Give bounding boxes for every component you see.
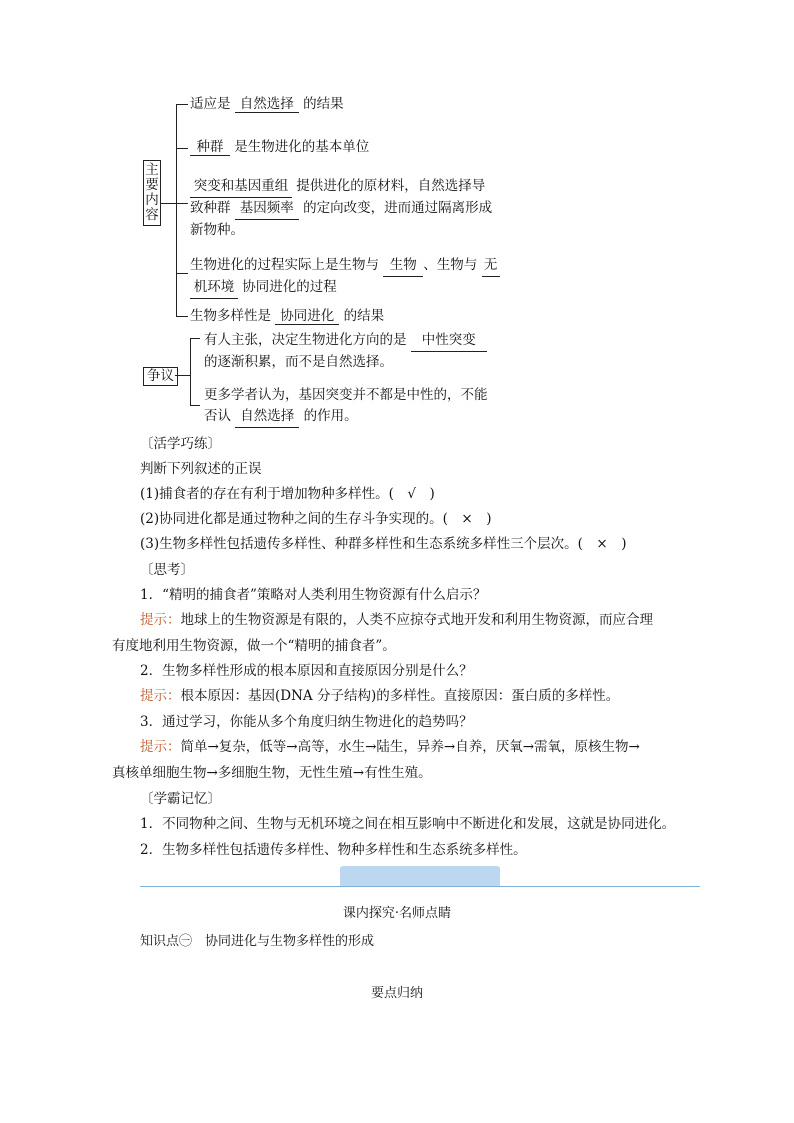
thinking-a2: 提示：根本原因：基因(DNA 分子结构)的多样性。直接原因：蛋白质的多样性。 bbox=[140, 688, 620, 704]
memory-header: 〔学霸记忆〕 bbox=[140, 791, 221, 807]
thinking-header: 〔思考〕 bbox=[140, 562, 194, 578]
thinking-a1: 提示：地球上的生物资源是有限的，人类不应掠夺式地开发和利用生物资源，而应合理 bbox=[140, 612, 653, 628]
thinking-a3: 提示：简单→复杂，低等→高等，水生→陆生，异养→自养，厌氧→需氧，原核生物→ bbox=[140, 739, 640, 755]
main-item-diversity: 生物多样性是 协同进化 的结果 bbox=[190, 308, 385, 324]
thinking-a3-cont: 真核单细胞生物→多细胞生物，无性生殖→有性生殖。 bbox=[112, 765, 432, 781]
bracket-tick bbox=[175, 375, 190, 376]
main-content-label: 主 要 内 容 bbox=[143, 160, 161, 226]
practice-header: 〔活学巧练〕 bbox=[140, 436, 221, 452]
practice-intro: 判断下列叙述的正误 bbox=[140, 461, 262, 477]
dispute-item-selection: 更多学者认为，基因突变并不都是中性的，不能 否认 自然选择 的作用。 bbox=[204, 385, 488, 428]
thinking-q3: 3．通过学习，你能从多个角度归纳生物进化的趋势吗？ bbox=[140, 714, 473, 730]
bracket-tick bbox=[190, 405, 200, 406]
main-bracket-vertical bbox=[176, 104, 177, 316]
main-item-adaptation: 适应是 自然选择 的结果 bbox=[190, 96, 344, 112]
main-item-population: 种群 是生物进化的基本单位 bbox=[190, 139, 369, 156]
dispute-item-neutral: 有人主张，决定生物进化方向的是 中性突变 的逐渐积累，而不是自然选择。 bbox=[204, 330, 487, 373]
dispute-bracket-vertical bbox=[190, 338, 191, 405]
section-title: 课内探究·名师点睛 bbox=[342, 906, 452, 921]
thinking-q1: 1．“精明的捕食者”策略对人类利用生物资源有什么启示？ bbox=[140, 587, 487, 603]
main-item-coevolution: 生物进化的过程实际上是生物与 生物 、生物与 无 机环境 协同进化的过程 bbox=[190, 255, 500, 299]
main-item-mutation: 突变和基因重组 提供进化的原材料，自然选择导 致种群 基因频率 的定向改变，进而通过隔离形成 新物种。 bbox=[190, 178, 493, 238]
memory-p2: 2．生物多样性包括遗传多样性、物种多样性和生态系统多样性。 bbox=[140, 842, 527, 858]
practice-q3: (3)生物多样性包括遗传多样性、种群多样性和生态系统多样性三个层次。( × ) bbox=[140, 536, 627, 552]
knowledge-point-heading: 知识点㊀ 协同进化与生物多样性的形成 bbox=[140, 934, 375, 949]
thinking-q2: 2．生物多样性形成的根本原因和直接原因分别是什么？ bbox=[140, 663, 473, 679]
practice-q2: (2)协同进化都是通过物种之间的生存斗争实现的。( × ) bbox=[140, 511, 492, 527]
hint-label: 提示： bbox=[140, 688, 181, 704]
bracket-tick bbox=[190, 338, 200, 339]
hint-label: 提示： bbox=[140, 739, 181, 755]
bracket-tick bbox=[161, 203, 188, 204]
memory-p1: 1．不同物种之间、生物与无机环境之间在相互影响中不断进化和发展，这就是协同进化。 bbox=[140, 816, 676, 832]
thinking-a1-cont: 有度地利用生物资源，做一个“精明的捕食者”。 bbox=[112, 638, 396, 654]
bracket-tick bbox=[176, 316, 188, 317]
hint-label: 提示： bbox=[140, 612, 181, 628]
summary-heading: 要点归纳 bbox=[370, 986, 423, 1001]
bracket-tick bbox=[176, 273, 188, 274]
section-divider-tab bbox=[340, 866, 500, 886]
practice-q1: (1)捕食者的存在有利于增加物种多样性。( √ ) bbox=[140, 486, 435, 502]
bracket-tick bbox=[176, 104, 188, 105]
bracket-tick bbox=[176, 148, 188, 149]
dispute-label: 争议 bbox=[143, 367, 178, 386]
section-divider-line bbox=[140, 886, 700, 887]
